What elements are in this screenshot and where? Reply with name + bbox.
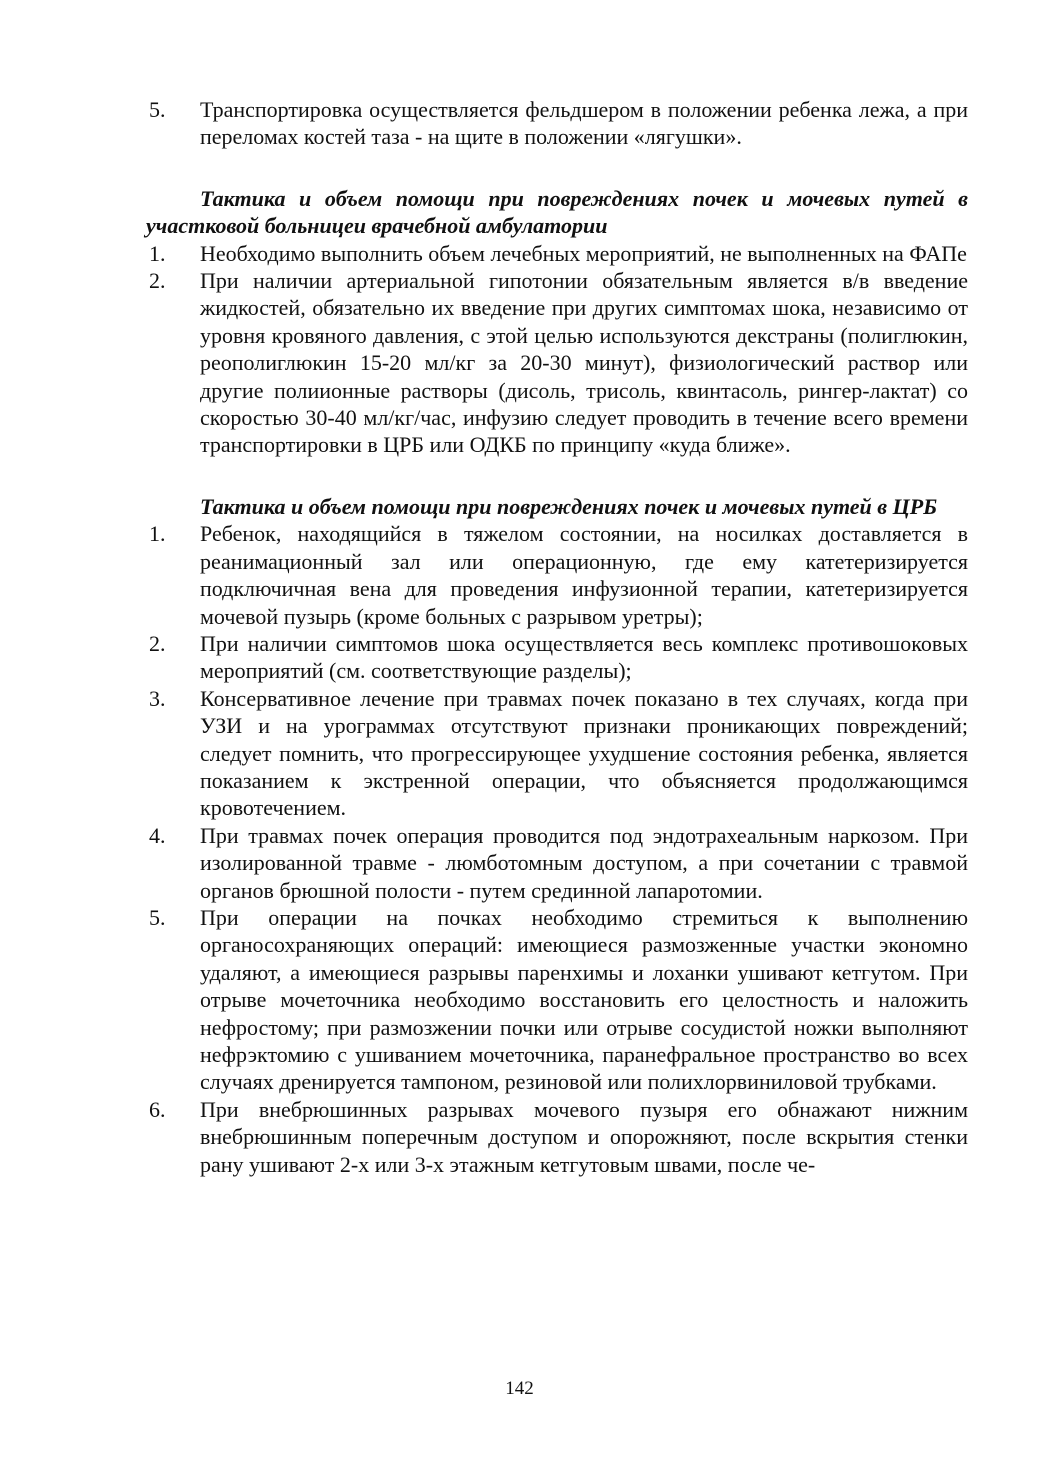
list-item-text: При наличии артериальной гипотонии обязательным является в/в введение жидкостей, обязательно их введение при других симптомах шока, независимо от уровня кровяного давления, с этой целью используются декстраны (полиглюкин, реополиглюкин 15-20 мл/кг за 20-30 минут), физиологический раствор или другие полиионные растворы (дисоль, трисоль, квинтасоль, рингер-лактат) со скоростью 30-40 мл/кг/час, инфузию следует проводить в течение всего времени транспортировки в ЦРБ или ОДКБ по принципу «куда ближе».	[200, 268, 968, 458]
list-item	[146, 822, 968, 904]
list-item-number: 1.	[149, 240, 166, 266]
section-heading: Тактика и объем помощи при повреждениях почек и мочевых путей в ЦРБ	[200, 493, 938, 519]
list-item-number: 1.	[149, 521, 166, 547]
list-item	[146, 904, 968, 1096]
list-item-number: 5.	[149, 904, 166, 930]
section-fap-hospital	[146, 185, 968, 459]
list-item	[146, 520, 968, 630]
list-item-number: 3.	[149, 685, 166, 711]
section-heading: Тактика и объем помощи при повреждениях почек и мочевых путей в участковой больницеи врачебной амбулатории	[146, 185, 968, 239]
list-item	[146, 267, 968, 459]
list-item-number: 2.	[149, 268, 166, 294]
list-item-number: 2.	[149, 630, 166, 656]
document-page	[146, 96, 968, 1178]
list-item-text: Транспортировка осуществляется фельдшером в положении ребенка лежа, а при переломах костей таза - на щите в положении «лягушки».	[200, 97, 968, 150]
list-item-number: 6.	[149, 1096, 166, 1122]
section-list	[146, 240, 968, 459]
list-item	[146, 1096, 968, 1178]
list-item-text: При травмах почек операция проводится под эндотрахеальным наркозом. При изолированной травме - люмботомным доступом, а при сочетании с травмой органов брюшной полости - путем срединной лапаротомии.	[200, 822, 968, 903]
list-item	[146, 630, 968, 685]
list-item-text: Консервативное лечение при травмах почек показано в тех случаях, когда при УЗИ и на урограммах отсутствуют признаки проникающих повреждений; следует помнить, что прогрессирующее ухудшение состояния ребенка, является показанием к экстренной операции, что объясняется продолжающимся кровотечением.	[200, 685, 968, 821]
list-item-text: Необходимо выполнить объем лечебных мероприятий, не выполненных на ФАПе	[200, 240, 967, 266]
list-item	[146, 240, 968, 267]
list-item-text: При внебрюшинных разрывах мочевого пузыря его обнажают нижним внебрюшинным поперечным доступом и опорожняют, после вскрытия стенки рану ушивают 2-х или 3-х этажным кетгутовым швами, после че-	[200, 1096, 968, 1177]
section-crb	[146, 493, 968, 1178]
list-item-text: При наличии симптомов шока осуществляется весь комплекс противошоковых мероприятий (см. соответствующие разделы);	[200, 630, 968, 684]
list-item-text: При операции на почках необходимо стремиться к выполнению органосохраняющих операций: имеющиеся размозженные участки экономно удаляют, а имеющиеся разрывы паренхимы и лоханки ушивают кетгутом. При отрыве мочеточника необходимо восстановить его целостность и наложить нефростому; при размозжении почки или отрыве сосудистой ножки выполняют нефрэктомию с ушиванием мочеточника, паранефральное пространство во всех случаях дренируется тампоном, резиновой или полихлорвиниловой трубками.	[200, 904, 968, 1095]
list-item-text: Ребенок, находящийся в тяжелом состоянии, на носилках доставляется в реанимационный зал или операционную, где ему катетеризируется подключичная вена для проведения инфузионной терапии, катетеризируется мочевой пузырь (кроме больных с разрывом уретры);	[200, 521, 968, 629]
list-item-number: 4.	[149, 822, 166, 848]
top-list	[146, 96, 968, 151]
page-number: 142	[505, 1378, 534, 1399]
list-item	[146, 96, 968, 151]
list-item-number: 5.	[149, 97, 166, 122]
section-list	[146, 520, 968, 1178]
list-item	[146, 685, 968, 822]
